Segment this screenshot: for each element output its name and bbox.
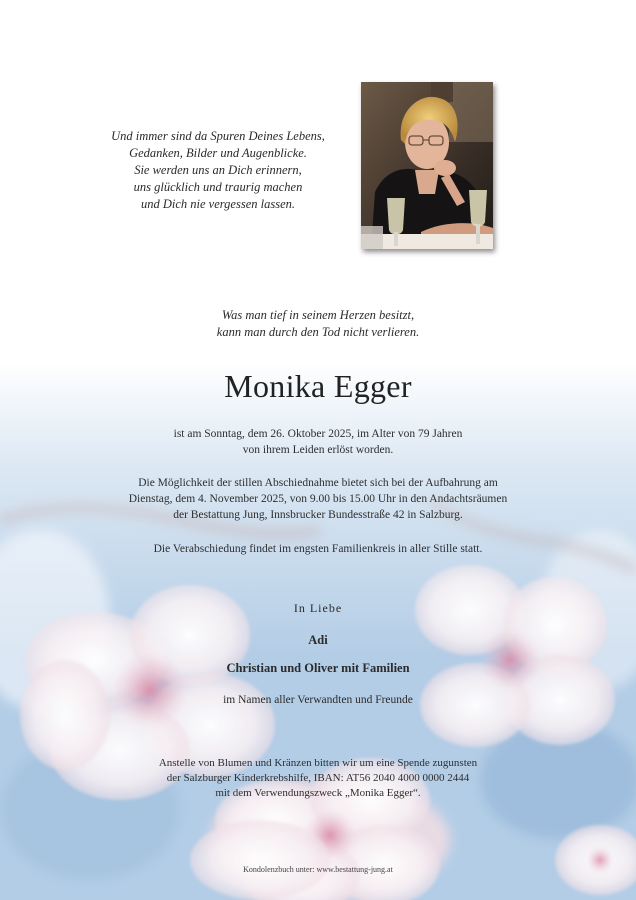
donation-info [90, 756, 546, 801]
poem-line: und Dich nie vergessen lassen. [140, 197, 296, 211]
mourner-name: Adi [308, 633, 328, 647]
poem-line: uns glücklich und traurig machen [133, 180, 303, 194]
viewing-info [90, 475, 546, 523]
farewell-info [90, 541, 546, 557]
in-liebe-heading: In Liebe [293, 601, 343, 615]
viewing-line: Die Möglichkeit der stillen Abschiednahme bietet sich bei der Aufbahrung am [138, 477, 498, 489]
relatives-line: im Namen aller Verwandten und Freunde [223, 694, 413, 706]
quote-line: Was man tief in seinem Herzen besitzt, [221, 308, 415, 322]
death-notice-line: ist am Sonntag, dem 26. Oktober 2025, im Alter von 79 Jahren [173, 428, 463, 440]
condolence-book-link[interactable]: Kondolenzbuch unter: www.bestattung-jung.at [243, 865, 393, 874]
poem-line: Sie werden uns an Dich erinnern, [134, 163, 302, 177]
death-notice-line: von ihrem Leiden erlöst worden. [242, 444, 394, 456]
death-notice [90, 426, 546, 458]
portrait-photo [361, 82, 493, 249]
donation-line: der Salzburger Kinderkrebshilfe, IBAN: AT56 2040 4000 0000 2444 [166, 772, 470, 784]
quote [160, 307, 476, 341]
donation-line: Anstelle von Blumen und Kränzen bitten wir um eine Spende zugunsten [158, 757, 478, 769]
quote-line: kann man durch den Tod nicht verlieren. [216, 325, 420, 339]
donation-line: mit dem Verwendungszweck „Monika Egger“. [215, 787, 421, 799]
deceased-name: Monika Egger [224, 368, 412, 404]
farewell-line: Die Verabschiedung findet im engsten Familienkreis in aller Stille statt. [153, 543, 483, 555]
poem-line: Gedanken, Bilder und Augenblicke. [129, 146, 307, 160]
poem-line: Und immer sind da Spuren Deines Lebens, [111, 129, 325, 143]
viewing-line: Dienstag, dem 4. November 2025, von 9.00 bis 15.00 Uhr in den Andachtsräumen [128, 493, 508, 505]
mourner-family: Christian und Oliver mit Familien [226, 661, 410, 675]
poem [78, 128, 358, 213]
viewing-line: der Bestattung Jung, Innsbrucker Bundesstraße 42 in Salzburg. [173, 509, 463, 521]
